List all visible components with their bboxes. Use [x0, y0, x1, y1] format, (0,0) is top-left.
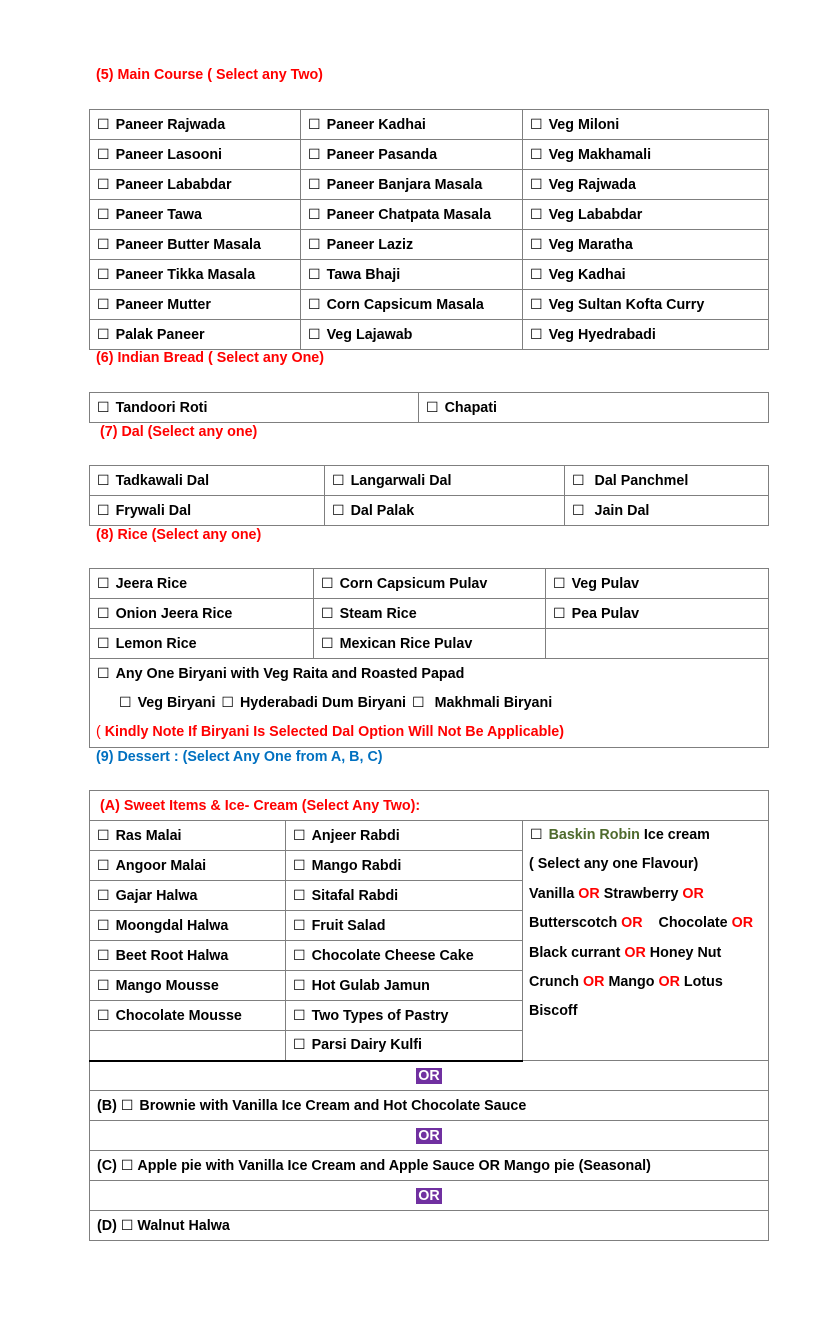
- item-label: Pea Pulav: [571, 605, 640, 622]
- table-row: [90, 140, 769, 170]
- checkbox-icon[interactable]: ☐: [530, 116, 543, 133]
- item-label: Chapati: [444, 399, 497, 416]
- checkbox-icon[interactable]: ☐: [572, 472, 585, 489]
- menu-item[interactable]: [286, 911, 523, 941]
- table-row: [90, 290, 769, 320]
- checkbox-icon[interactable]: ☐: [293, 1037, 306, 1054]
- option-b-label: Brownie with Vanilla Ice Cream and Hot Chocolate Sauce: [135, 1097, 527, 1114]
- checkbox-icon[interactable]: ☐: [572, 502, 585, 519]
- menu-item[interactable]: [90, 941, 286, 971]
- or-row: [90, 1181, 769, 1211]
- option-d-label: Walnut Halwa: [137, 1217, 230, 1234]
- item-label: Beet Root Halwa: [115, 947, 229, 964]
- item-label: Tawa Bhaji: [326, 266, 401, 283]
- menu-item[interactable]: [90, 821, 286, 851]
- item-label: Onion Jeera Rice: [115, 605, 233, 622]
- checkbox-icon[interactable]: ☐: [553, 575, 566, 592]
- checkbox-icon[interactable]: ☐: [119, 695, 132, 711]
- menu-item[interactable]: [90, 260, 301, 290]
- item-label: Paneer Tikka Masala: [115, 266, 256, 283]
- checkbox-icon[interactable]: ☐: [293, 857, 306, 874]
- option-b-row[interactable]: (B) ☐ Brownie with Vanilla Ice Cream and Hot Chocolate Sauce: [90, 1091, 769, 1121]
- flavour-line: Crunch OR Mango OR Lotus: [529, 974, 723, 991]
- item-label: Paneer Kadhai: [326, 116, 426, 133]
- item-label: Jain Dal: [590, 502, 650, 519]
- menu-item[interactable]: [523, 110, 769, 140]
- checkbox-icon[interactable]: ☐: [97, 605, 110, 622]
- checkbox-icon[interactable]: ☐: [426, 399, 439, 416]
- item-label: Dal Panchmel: [590, 472, 689, 489]
- biryani-label: Any One Biryani with Veg Raita and Roasted Papad: [115, 666, 465, 682]
- checkbox-icon[interactable]: ☐: [332, 472, 345, 489]
- menu-item[interactable]: [314, 569, 546, 599]
- checkbox-icon[interactable]: ☐: [293, 1007, 306, 1024]
- dessert-table: [89, 790, 769, 1241]
- checkbox-icon[interactable]: ☐: [120, 1157, 134, 1174]
- menu-item[interactable]: [90, 971, 286, 1001]
- empty-cell: [546, 629, 769, 659]
- checkbox-icon[interactable]: ☐: [308, 176, 321, 193]
- checkbox-icon[interactable]: ☐: [308, 326, 321, 343]
- flavour-line: Black currant OR Honey Nut: [529, 944, 722, 961]
- table-row: [90, 599, 769, 629]
- checkbox-icon[interactable]: ☐: [530, 326, 543, 343]
- menu-item[interactable]: [523, 140, 769, 170]
- biryani-option-makhmali[interactable]: Makhmali Biryani: [434, 695, 553, 711]
- item-label: Paneer Lababdar: [115, 176, 232, 193]
- menu-item[interactable]: [90, 140, 301, 170]
- biryani-options: [97, 689, 768, 718]
- item-label: Mexican Rice Pulav: [339, 635, 473, 652]
- biryani-option-hyderabadi[interactable]: Hyderabadi Dum Biryani: [239, 695, 407, 711]
- menu-item[interactable]: [90, 881, 286, 911]
- table-row: [90, 821, 769, 851]
- menu-item[interactable]: [301, 320, 523, 350]
- menu-item[interactable]: [546, 599, 769, 629]
- checkbox-icon[interactable]: ☐: [97, 206, 110, 223]
- menu-item[interactable]: [301, 170, 523, 200]
- menu-item[interactable]: [314, 629, 546, 659]
- checkbox-icon[interactable]: ☐: [530, 827, 543, 843]
- menu-item[interactable]: [301, 110, 523, 140]
- indian-bread-table: [89, 392, 769, 423]
- menu-item[interactable]: [301, 200, 523, 230]
- empty-cell: [90, 1031, 286, 1061]
- checkbox-icon[interactable]: ☐: [97, 146, 110, 163]
- menu-item[interactable]: [90, 1001, 286, 1031]
- item-label: Palak Paneer: [115, 326, 205, 343]
- menu-item[interactable]: [90, 230, 301, 260]
- checkbox-icon[interactable]: ☐: [293, 887, 306, 904]
- item-label: Veg Kadhai: [548, 266, 626, 283]
- item-label: Paneer Laziz: [326, 236, 414, 253]
- item-label: Gajar Halwa: [115, 887, 198, 904]
- rice-table: [89, 568, 769, 748]
- menu-item[interactable]: [565, 496, 769, 526]
- table-row: [90, 569, 769, 599]
- menu-item[interactable]: [523, 170, 769, 200]
- item-label: Parsi Dairy Kulfi: [311, 1037, 423, 1054]
- or-row: [90, 1061, 769, 1091]
- checkbox-icon[interactable]: ☐: [97, 502, 110, 519]
- menu-item[interactable]: [523, 200, 769, 230]
- item-label: Anjeer Rabdi: [311, 827, 400, 844]
- menu-item[interactable]: [325, 496, 565, 526]
- checkbox-icon[interactable]: ☐: [308, 236, 321, 253]
- or-badge: OR: [418, 1127, 440, 1144]
- item-label: Steam Rice: [339, 605, 417, 622]
- biryani-cell: [90, 659, 769, 748]
- menu-item[interactable]: [565, 466, 769, 496]
- checkbox-icon[interactable]: ☐: [530, 176, 543, 193]
- table-row: [90, 496, 769, 526]
- menu-item[interactable]: [286, 1031, 523, 1061]
- checkbox-icon[interactable]: ☐: [293, 827, 306, 844]
- checkbox-icon[interactable]: ☐: [97, 827, 110, 844]
- checkbox-icon[interactable]: ☐: [530, 266, 543, 283]
- item-label: Tandoori Roti: [115, 399, 208, 416]
- item-label: Veg Makhamali: [548, 146, 652, 163]
- menu-item[interactable]: [90, 496, 325, 526]
- table-row: [90, 170, 769, 200]
- dessert-heading: (9) Dessert : (Select Any One from A, B, C): [96, 749, 383, 765]
- item-label: Paneer Banjara Masala: [326, 176, 483, 193]
- table-row: [90, 629, 769, 659]
- or-row: [90, 1121, 769, 1151]
- item-label: Paneer Chatpata Masala: [326, 206, 492, 223]
- menu-item[interactable]: [546, 569, 769, 599]
- item-label: Paneer Pasanda: [326, 146, 438, 163]
- item-label: Veg Sultan Kofta Curry: [548, 296, 705, 313]
- menu-item[interactable]: [314, 599, 546, 629]
- main-course-table: [89, 109, 769, 350]
- item-label: Paneer Butter Masala: [115, 236, 261, 253]
- checkbox-icon[interactable]: ☐: [97, 326, 110, 343]
- checkbox-icon[interactable]: ☐: [120, 1217, 134, 1234]
- menu-item[interactable]: [90, 466, 325, 496]
- table-row: [90, 260, 769, 290]
- table-row: [90, 320, 769, 350]
- flavour-instruction: ( Select any one Flavour): [529, 856, 699, 873]
- menu-item[interactable]: [90, 569, 314, 599]
- item-label: Veg Miloni: [548, 116, 620, 133]
- item-label: Sitafal Rabdi: [311, 887, 399, 904]
- checkbox-icon[interactable]: ☐: [120, 1097, 134, 1114]
- checkbox-icon[interactable]: ☐: [97, 857, 110, 874]
- menu-item[interactable]: [301, 140, 523, 170]
- item-label: Jeera Rice: [115, 575, 188, 592]
- item-label: Chocolate Cheese Cake: [311, 947, 474, 964]
- or-badge: OR: [418, 1187, 440, 1204]
- checkbox-icon[interactable]: ☐: [530, 146, 543, 163]
- checkbox-icon[interactable]: ☐: [97, 917, 110, 934]
- biryani-note: ( Kindly Note If Biryani Is Selected Dal Option Will Not Be Applicable): [96, 724, 565, 740]
- checkbox-icon[interactable]: ☐: [97, 635, 110, 652]
- menu-item[interactable]: [286, 941, 523, 971]
- table-row: [90, 230, 769, 260]
- checkbox-icon[interactable]: ☐: [97, 399, 110, 416]
- item-label: Corn Capsicum Masala: [326, 296, 484, 313]
- checkbox-icon[interactable]: ☐: [321, 575, 334, 592]
- option-d-row[interactable]: (D) ☐ Walnut Halwa: [90, 1211, 769, 1241]
- checkbox-icon[interactable]: ☐: [97, 887, 110, 904]
- flavour-line: Vanilla OR Strawberry OR: [529, 885, 704, 902]
- menu-item[interactable]: [90, 393, 419, 423]
- checkbox-icon[interactable]: ☐: [530, 236, 543, 253]
- checkbox-icon[interactable]: ☐: [332, 502, 345, 519]
- biryani-line[interactable]: [97, 659, 768, 689]
- checkbox-icon[interactable]: ☐: [97, 947, 110, 964]
- item-label: Two Types of Pastry: [311, 1007, 449, 1024]
- menu-item[interactable]: [90, 629, 314, 659]
- checkbox-icon[interactable]: ☐: [97, 1007, 110, 1024]
- item-label: Veg Lababdar: [548, 206, 643, 223]
- checkbox-icon[interactable]: ☐: [293, 977, 306, 994]
- item-label: Corn Capsicum Pulav: [339, 575, 488, 592]
- item-label: Veg Lajawab: [326, 326, 413, 343]
- checkbox-icon[interactable]: ☐: [308, 116, 321, 133]
- indian-bread-heading: (6) Indian Bread ( Select any One): [96, 350, 325, 366]
- checkbox-icon[interactable]: ☐: [321, 605, 334, 622]
- section-a-heading: (A) Sweet Items & Ice- Cream (Select Any Two):: [90, 791, 769, 821]
- item-label: Mango Mousse: [115, 977, 219, 994]
- checkbox-icon[interactable]: ☐: [412, 695, 425, 711]
- item-label: Frywali Dal: [115, 502, 192, 519]
- checkbox-icon[interactable]: ☐: [97, 296, 110, 313]
- item-label: Paneer Rajwada: [115, 116, 226, 133]
- checkbox-icon[interactable]: ☐: [530, 296, 543, 313]
- table-row: [90, 393, 769, 423]
- item-label: Veg Hyedrabadi: [548, 326, 656, 343]
- menu-item[interactable]: [286, 1001, 523, 1031]
- menu-item[interactable]: [286, 821, 523, 851]
- checkbox-icon[interactable]: ☐: [308, 296, 321, 313]
- item-label: Veg Pulav: [571, 575, 640, 592]
- icecream-title[interactable]: ☐ Baskin Robin Ice cream: [530, 827, 710, 843]
- item-label: Chocolate Mousse: [115, 1007, 242, 1024]
- menu-item[interactable]: [286, 971, 523, 1001]
- rice-heading: (8) Rice (Select any one): [96, 527, 262, 543]
- menu-item[interactable]: [90, 599, 314, 629]
- main-course-heading: (5) Main Course ( Select any Two): [96, 67, 323, 83]
- item-label: Langarwali Dal: [350, 472, 452, 489]
- checkbox-icon[interactable]: ☐: [97, 266, 110, 283]
- item-label: Moongdal Halwa: [115, 917, 229, 934]
- item-label: Paneer Mutter: [115, 296, 211, 313]
- item-label: Paneer Lasooni: [115, 146, 223, 163]
- checkbox-icon[interactable]: ☐: [293, 917, 306, 934]
- table-row: [90, 110, 769, 140]
- or-badge: OR: [418, 1067, 440, 1084]
- checkbox-icon[interactable]: ☐: [97, 236, 110, 253]
- menu-item[interactable]: [301, 290, 523, 320]
- dal-heading: (7) Dal (Select any one): [100, 424, 258, 440]
- menu-item[interactable]: [90, 200, 301, 230]
- item-label: Mango Rabdi: [311, 857, 402, 874]
- checkbox-icon[interactable]: ☐: [97, 176, 110, 193]
- checkbox-icon[interactable]: ☐: [308, 206, 321, 223]
- table-row: [90, 200, 769, 230]
- menu-item[interactable]: [523, 230, 769, 260]
- menu-item[interactable]: [90, 911, 286, 941]
- item-label: Paneer Tawa: [115, 206, 202, 223]
- option-c-row[interactable]: (C) ☐ Apple pie with Vanilla Ice Cream and Apple Sauce OR Mango pie (Seasonal): [90, 1151, 769, 1181]
- checkbox-icon[interactable]: ☐: [530, 206, 543, 223]
- item-label: Angoor Malai: [115, 857, 207, 874]
- checkbox-icon[interactable]: ☐: [221, 695, 234, 711]
- table-row: [90, 466, 769, 496]
- item-label: Fruit Salad: [311, 917, 386, 934]
- option-c-label: Apple pie with Vanilla Ice Cream and Apple Sauce OR Mango pie (Seasonal): [137, 1157, 651, 1174]
- checkbox-icon[interactable]: ☐: [97, 472, 110, 489]
- menu-item[interactable]: [301, 260, 523, 290]
- menu-item[interactable]: [419, 393, 769, 423]
- menu-item[interactable]: [523, 320, 769, 350]
- dal-table: [89, 465, 769, 526]
- menu-item[interactable]: [286, 851, 523, 881]
- menu-item[interactable]: [90, 290, 301, 320]
- checkbox-icon[interactable]: ☐: [308, 266, 321, 283]
- item-label: Tadkawali Dal: [115, 472, 210, 489]
- flavour-line: Butterscotch OR Chocolate OR: [529, 915, 754, 932]
- checkbox-icon[interactable]: ☐: [97, 977, 110, 994]
- menu-item[interactable]: [90, 110, 301, 140]
- checkbox-icon[interactable]: ☐: [97, 575, 110, 592]
- item-label: Lemon Rice: [115, 635, 197, 652]
- table-row: [90, 659, 769, 748]
- checkbox-icon[interactable]: ☐: [97, 116, 110, 133]
- menu-item[interactable]: [523, 260, 769, 290]
- menu-item[interactable]: [90, 170, 301, 200]
- menu-item[interactable]: [286, 881, 523, 911]
- biryani-option-veg[interactable]: Veg Biryani: [137, 695, 216, 711]
- item-label: Ras Malai: [115, 827, 182, 844]
- item-label: Veg Maratha: [548, 236, 633, 253]
- baskin-robin-cell: [523, 821, 769, 1061]
- flavour-line: Biscoff: [529, 1003, 578, 1020]
- checkbox-icon[interactable]: ☐: [321, 635, 334, 652]
- checkbox-icon[interactable]: ☐: [553, 605, 566, 622]
- menu-item[interactable]: [90, 320, 301, 350]
- menu-item[interactable]: [301, 230, 523, 260]
- item-label: Veg Rajwada: [548, 176, 636, 193]
- item-label: Hot Gulab Jamun: [311, 977, 430, 994]
- menu-item[interactable]: [90, 851, 286, 881]
- menu-item[interactable]: [325, 466, 565, 496]
- item-label: Dal Palak: [350, 502, 415, 519]
- checkbox-icon[interactable]: ☐: [97, 666, 110, 682]
- table-row: [90, 791, 769, 821]
- checkbox-icon[interactable]: ☐: [293, 947, 306, 964]
- menu-item[interactable]: [523, 290, 769, 320]
- checkbox-icon[interactable]: ☐: [308, 146, 321, 163]
